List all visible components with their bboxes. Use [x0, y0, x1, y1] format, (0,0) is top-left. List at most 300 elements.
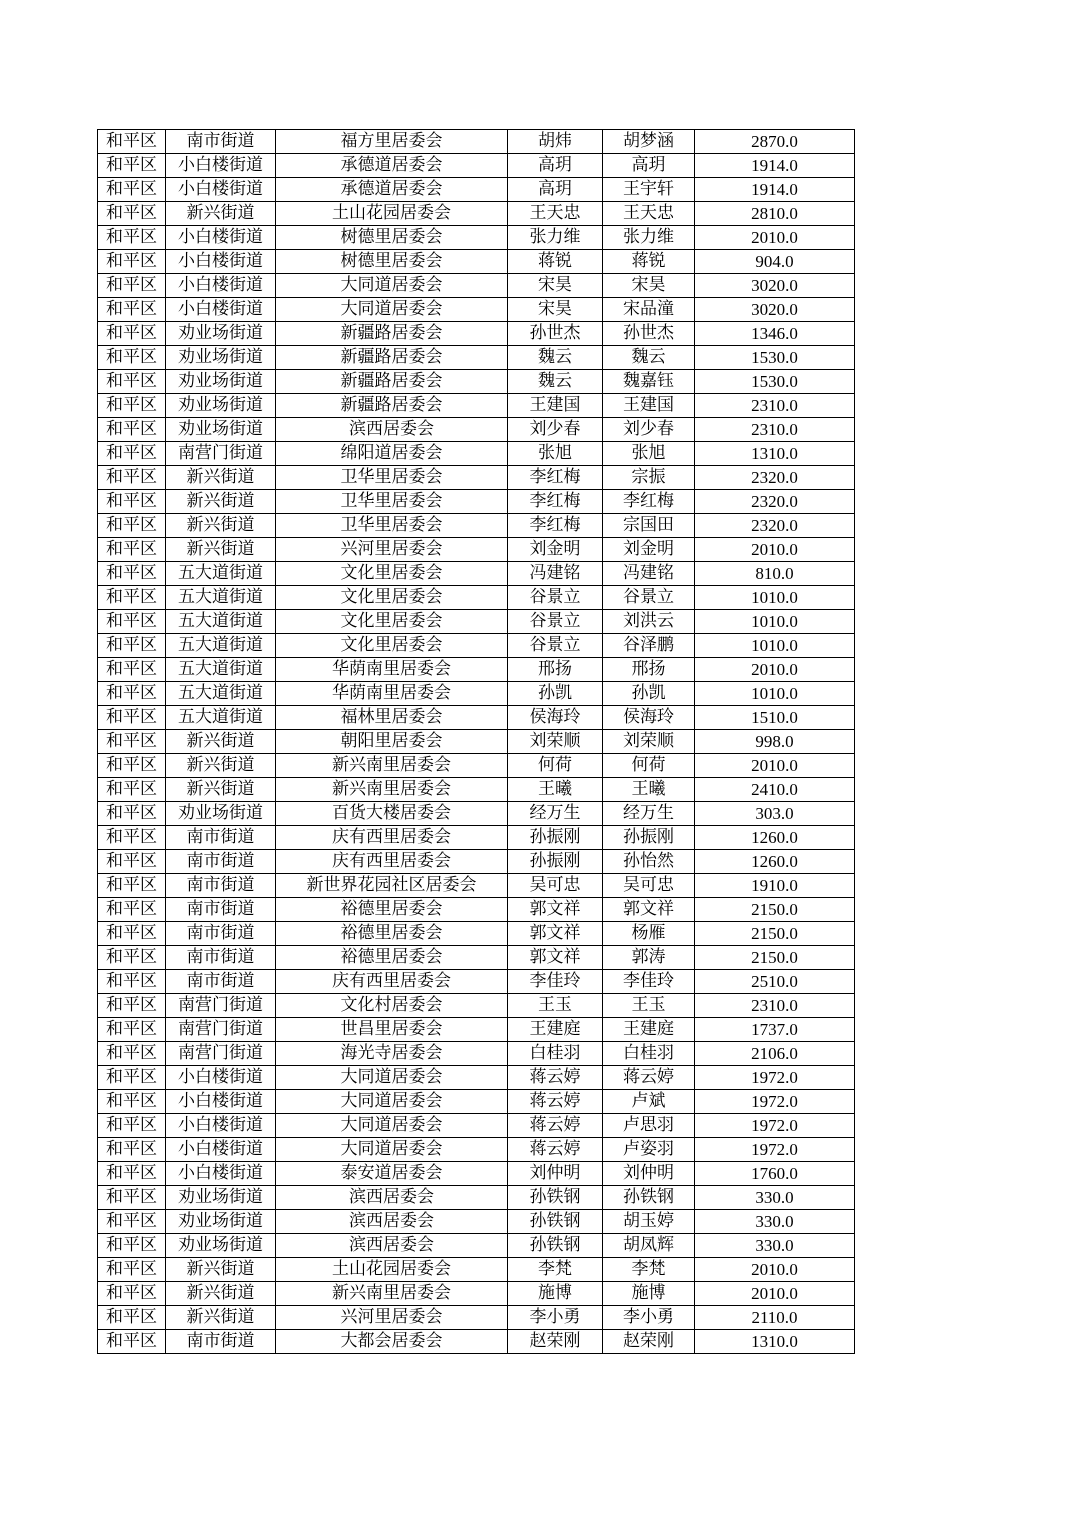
amount-cell: 2320.0	[695, 466, 855, 490]
committee-cell: 新兴南里居委会	[276, 778, 508, 802]
applicant-cell: 李小勇	[508, 1306, 603, 1330]
district-cell: 和平区	[98, 226, 166, 250]
district-cell: 和平区	[98, 658, 166, 682]
applicant-cell: 谷景立	[508, 586, 603, 610]
member-cell: 刘洪云	[603, 610, 695, 634]
district-cell: 和平区	[98, 1282, 166, 1306]
member-cell: 蒋云婷	[603, 1066, 695, 1090]
amount-cell: 2010.0	[695, 226, 855, 250]
street-cell: 南市街道	[166, 922, 276, 946]
committee-cell: 泰安道居委会	[276, 1162, 508, 1186]
district-cell: 和平区	[98, 1258, 166, 1282]
amount-cell: 1010.0	[695, 610, 855, 634]
street-cell: 南市街道	[166, 130, 276, 154]
amount-cell: 2010.0	[695, 1282, 855, 1306]
amount-cell: 904.0	[695, 250, 855, 274]
street-cell: 新兴街道	[166, 730, 276, 754]
street-cell: 南市街道	[166, 826, 276, 850]
member-cell: 宗国田	[603, 514, 695, 538]
committee-cell: 大同道居委会	[276, 274, 508, 298]
district-cell: 和平区	[98, 970, 166, 994]
amount-cell: 330.0	[695, 1210, 855, 1234]
member-cell: 宗振	[603, 466, 695, 490]
committee-cell: 绵阳道居委会	[276, 442, 508, 466]
table-row	[98, 1186, 855, 1210]
applicant-cell: 李佳玲	[508, 970, 603, 994]
member-cell: 孙怡然	[603, 850, 695, 874]
amount-cell: 2810.0	[695, 202, 855, 226]
committee-cell: 滨西居委会	[276, 418, 508, 442]
table-row	[98, 130, 855, 154]
table-row	[98, 970, 855, 994]
committee-cell: 树德里居委会	[276, 250, 508, 274]
committee-cell: 土山花园居委会	[276, 1258, 508, 1282]
committee-cell: 大同道居委会	[276, 1114, 508, 1138]
street-cell: 小白楼街道	[166, 1090, 276, 1114]
street-cell: 小白楼街道	[166, 1114, 276, 1138]
member-cell: 孙世杰	[603, 322, 695, 346]
table-row	[98, 514, 855, 538]
district-cell: 和平区	[98, 298, 166, 322]
table-row	[98, 346, 855, 370]
amount-cell: 810.0	[695, 562, 855, 586]
amount-cell: 1310.0	[695, 442, 855, 466]
table-row	[98, 1162, 855, 1186]
amount-cell: 330.0	[695, 1234, 855, 1258]
street-cell: 劝业场街道	[166, 394, 276, 418]
member-cell: 谷景立	[603, 586, 695, 610]
committee-cell: 大都会居委会	[276, 1330, 508, 1354]
district-cell: 和平区	[98, 730, 166, 754]
applicant-cell: 侯海玲	[508, 706, 603, 730]
member-cell: 刘金明	[603, 538, 695, 562]
table-row	[98, 1114, 855, 1138]
district-cell: 和平区	[98, 1330, 166, 1354]
applicant-cell: 李红梅	[508, 490, 603, 514]
street-cell: 五大道街道	[166, 610, 276, 634]
table-row	[98, 154, 855, 178]
table-row	[98, 946, 855, 970]
committee-cell: 大同道居委会	[276, 298, 508, 322]
committee-cell: 朝阳里居委会	[276, 730, 508, 754]
applicant-cell: 赵荣刚	[508, 1330, 603, 1354]
amount-cell: 1260.0	[695, 850, 855, 874]
amount-cell: 1260.0	[695, 826, 855, 850]
committee-cell: 新疆路居委会	[276, 370, 508, 394]
amount-cell: 303.0	[695, 802, 855, 826]
district-cell: 和平区	[98, 1042, 166, 1066]
amount-cell: 2010.0	[695, 538, 855, 562]
applicant-cell: 王建庭	[508, 1018, 603, 1042]
amount-cell: 2310.0	[695, 394, 855, 418]
member-cell: 王建庭	[603, 1018, 695, 1042]
district-cell: 和平区	[98, 394, 166, 418]
member-cell: 李佳玲	[603, 970, 695, 994]
applicant-cell: 蒋锐	[508, 250, 603, 274]
amount-cell: 1346.0	[695, 322, 855, 346]
district-cell: 和平区	[98, 250, 166, 274]
table-row	[98, 922, 855, 946]
applicant-cell: 王曦	[508, 778, 603, 802]
district-cell: 和平区	[98, 682, 166, 706]
committee-cell: 文化里居委会	[276, 634, 508, 658]
street-cell: 新兴街道	[166, 754, 276, 778]
district-cell: 和平区	[98, 442, 166, 466]
member-cell: 王玉	[603, 994, 695, 1018]
committee-cell: 新兴南里居委会	[276, 1282, 508, 1306]
district-cell: 和平区	[98, 178, 166, 202]
table-row	[98, 274, 855, 298]
district-cell: 和平区	[98, 802, 166, 826]
applicant-cell: 郭文祥	[508, 946, 603, 970]
applicant-cell: 白桂羽	[508, 1042, 603, 1066]
district-cell: 和平区	[98, 706, 166, 730]
table-row	[98, 658, 855, 682]
table-row	[98, 370, 855, 394]
applicant-cell: 宋昊	[508, 274, 603, 298]
street-cell: 小白楼街道	[166, 250, 276, 274]
committee-cell: 滨西居委会	[276, 1210, 508, 1234]
amount-cell: 2320.0	[695, 490, 855, 514]
street-cell: 五大道街道	[166, 682, 276, 706]
amount-cell: 1972.0	[695, 1090, 855, 1114]
street-cell: 五大道街道	[166, 562, 276, 586]
street-cell: 小白楼街道	[166, 1066, 276, 1090]
member-cell: 刘荣顺	[603, 730, 695, 754]
amount-cell: 1010.0	[695, 634, 855, 658]
street-cell: 南营门街道	[166, 1018, 276, 1042]
table-row	[98, 322, 855, 346]
applicant-cell: 孙铁钢	[508, 1234, 603, 1258]
member-cell: 孙铁钢	[603, 1186, 695, 1210]
committee-cell: 文化里居委会	[276, 586, 508, 610]
table-row	[98, 826, 855, 850]
district-cell: 和平区	[98, 490, 166, 514]
amount-cell: 2510.0	[695, 970, 855, 994]
committee-cell: 百货大楼居委会	[276, 802, 508, 826]
amount-cell: 3020.0	[695, 274, 855, 298]
committee-cell: 庆有西里居委会	[276, 970, 508, 994]
committee-cell: 新疆路居委会	[276, 346, 508, 370]
table-row	[98, 1066, 855, 1090]
applicant-cell: 蒋云婷	[508, 1114, 603, 1138]
street-cell: 劝业场街道	[166, 418, 276, 442]
table-row	[98, 394, 855, 418]
street-cell: 新兴街道	[166, 1258, 276, 1282]
committee-cell: 土山花园居委会	[276, 202, 508, 226]
street-cell: 新兴街道	[166, 1306, 276, 1330]
street-cell: 南营门街道	[166, 442, 276, 466]
table-row	[98, 634, 855, 658]
table-row	[98, 442, 855, 466]
member-cell: 郭涛	[603, 946, 695, 970]
member-cell: 刘少春	[603, 418, 695, 442]
applicant-cell: 刘少春	[508, 418, 603, 442]
district-cell: 和平区	[98, 850, 166, 874]
street-cell: 五大道街道	[166, 658, 276, 682]
applicant-cell: 孙振刚	[508, 850, 603, 874]
street-cell: 新兴街道	[166, 490, 276, 514]
amount-cell: 1910.0	[695, 874, 855, 898]
applicant-cell: 郭文祥	[508, 922, 603, 946]
amount-cell: 2010.0	[695, 1258, 855, 1282]
member-cell: 冯建铭	[603, 562, 695, 586]
applicant-cell: 谷景立	[508, 634, 603, 658]
member-cell: 孙振刚	[603, 826, 695, 850]
member-cell: 魏嘉钰	[603, 370, 695, 394]
street-cell: 新兴街道	[166, 466, 276, 490]
applicant-cell: 魏云	[508, 346, 603, 370]
applicant-cell: 张力维	[508, 226, 603, 250]
applicant-cell: 刘荣顺	[508, 730, 603, 754]
member-cell: 刘仲明	[603, 1162, 695, 1186]
table-row	[98, 298, 855, 322]
table-row	[98, 1330, 855, 1354]
committee-cell: 新疆路居委会	[276, 322, 508, 346]
member-cell: 李红梅	[603, 490, 695, 514]
applicant-cell: 施博	[508, 1282, 603, 1306]
applicant-cell: 孙振刚	[508, 826, 603, 850]
table-row	[98, 802, 855, 826]
district-cell: 和平区	[98, 826, 166, 850]
district-cell: 和平区	[98, 130, 166, 154]
amount-cell: 1310.0	[695, 1330, 855, 1354]
amount-cell: 1530.0	[695, 370, 855, 394]
committee-cell: 大同道居委会	[276, 1066, 508, 1090]
applicant-cell: 李红梅	[508, 466, 603, 490]
amount-cell: 2010.0	[695, 658, 855, 682]
street-cell: 小白楼街道	[166, 298, 276, 322]
amount-cell: 1530.0	[695, 346, 855, 370]
district-cell: 和平区	[98, 202, 166, 226]
committee-cell: 卫华里居委会	[276, 466, 508, 490]
committee-cell: 福方里居委会	[276, 130, 508, 154]
street-cell: 南市街道	[166, 946, 276, 970]
member-cell: 胡玉婷	[603, 1210, 695, 1234]
committee-cell: 世昌里居委会	[276, 1018, 508, 1042]
street-cell: 劝业场街道	[166, 370, 276, 394]
committee-cell: 裕德里居委会	[276, 898, 508, 922]
street-cell: 新兴街道	[166, 778, 276, 802]
street-cell: 劝业场街道	[166, 1210, 276, 1234]
member-cell: 赵荣刚	[603, 1330, 695, 1354]
applicant-cell: 邢扬	[508, 658, 603, 682]
member-cell: 卢思羽	[603, 1114, 695, 1138]
table-row	[98, 466, 855, 490]
committee-cell: 卫华里居委会	[276, 490, 508, 514]
district-cell: 和平区	[98, 1090, 166, 1114]
applicant-cell: 刘金明	[508, 538, 603, 562]
table-row	[98, 178, 855, 202]
table-row	[98, 1282, 855, 1306]
street-cell: 小白楼街道	[166, 1138, 276, 1162]
applicant-cell: 魏云	[508, 370, 603, 394]
district-cell: 和平区	[98, 418, 166, 442]
member-cell: 经万生	[603, 802, 695, 826]
district-cell: 和平区	[98, 466, 166, 490]
district-cell: 和平区	[98, 754, 166, 778]
applicant-cell: 孙凯	[508, 682, 603, 706]
committee-cell: 裕德里居委会	[276, 946, 508, 970]
applicant-cell: 王玉	[508, 994, 603, 1018]
committee-cell: 庆有西里居委会	[276, 850, 508, 874]
committee-cell: 卫华里居委会	[276, 514, 508, 538]
district-cell: 和平区	[98, 922, 166, 946]
applicant-cell: 宋昊	[508, 298, 603, 322]
member-cell: 卢姿羽	[603, 1138, 695, 1162]
district-cell: 和平区	[98, 370, 166, 394]
member-cell: 郭文祥	[603, 898, 695, 922]
member-cell: 白桂羽	[603, 1042, 695, 1066]
street-cell: 新兴街道	[166, 1282, 276, 1306]
street-cell: 南市街道	[166, 874, 276, 898]
table-row	[98, 562, 855, 586]
district-cell: 和平区	[98, 898, 166, 922]
district-cell: 和平区	[98, 1162, 166, 1186]
member-cell: 蒋锐	[603, 250, 695, 274]
member-cell: 王天忠	[603, 202, 695, 226]
district-cell: 和平区	[98, 1210, 166, 1234]
committee-cell: 福林里居委会	[276, 706, 508, 730]
district-cell: 和平区	[98, 634, 166, 658]
applicant-cell: 郭文祥	[508, 898, 603, 922]
amount-cell: 2106.0	[695, 1042, 855, 1066]
district-cell: 和平区	[98, 562, 166, 586]
member-cell: 王建国	[603, 394, 695, 418]
committee-cell: 文化里居委会	[276, 610, 508, 634]
table-body	[98, 130, 855, 1354]
street-cell: 新兴街道	[166, 514, 276, 538]
member-cell: 李小勇	[603, 1306, 695, 1330]
member-cell: 何荷	[603, 754, 695, 778]
table-row	[98, 898, 855, 922]
committee-cell: 兴河里居委会	[276, 538, 508, 562]
street-cell: 五大道街道	[166, 706, 276, 730]
applicant-cell: 李梵	[508, 1258, 603, 1282]
member-cell: 李梵	[603, 1258, 695, 1282]
committee-cell: 大同道居委会	[276, 1090, 508, 1114]
committee-cell: 树德里居委会	[276, 226, 508, 250]
table-row	[98, 1306, 855, 1330]
district-cell: 和平区	[98, 1186, 166, 1210]
committee-cell: 兴河里居委会	[276, 1306, 508, 1330]
member-cell: 施博	[603, 1282, 695, 1306]
committee-cell: 华荫南里居委会	[276, 658, 508, 682]
applicant-cell: 蒋云婷	[508, 1066, 603, 1090]
member-cell: 张旭	[603, 442, 695, 466]
applicant-cell: 刘仲明	[508, 1162, 603, 1186]
committee-cell: 承德道居委会	[276, 154, 508, 178]
table-row	[98, 730, 855, 754]
member-cell: 魏云	[603, 346, 695, 370]
applicant-cell: 王建国	[508, 394, 603, 418]
table-row	[98, 418, 855, 442]
street-cell: 南市街道	[166, 898, 276, 922]
table-row	[98, 1018, 855, 1042]
district-cell: 和平区	[98, 946, 166, 970]
applicant-cell: 张旭	[508, 442, 603, 466]
member-cell: 胡凤辉	[603, 1234, 695, 1258]
member-cell: 宋品潼	[603, 298, 695, 322]
district-cell: 和平区	[98, 274, 166, 298]
member-cell: 邢扬	[603, 658, 695, 682]
applicant-cell: 冯建铭	[508, 562, 603, 586]
district-cell: 和平区	[98, 514, 166, 538]
street-cell: 劝业场街道	[166, 1186, 276, 1210]
district-cell: 和平区	[98, 1018, 166, 1042]
amount-cell: 1972.0	[695, 1138, 855, 1162]
committee-cell: 新世界花园社区居委会	[276, 874, 508, 898]
district-cell: 和平区	[98, 1114, 166, 1138]
committee-cell: 华荫南里居委会	[276, 682, 508, 706]
applicant-cell: 吴可忠	[508, 874, 603, 898]
applicant-cell: 高玥	[508, 178, 603, 202]
applicant-cell: 胡炜	[508, 130, 603, 154]
district-cell: 和平区	[98, 874, 166, 898]
street-cell: 新兴街道	[166, 538, 276, 562]
table-row	[98, 778, 855, 802]
district-cell: 和平区	[98, 586, 166, 610]
street-cell: 小白楼街道	[166, 1162, 276, 1186]
committee-cell: 大同道居委会	[276, 1138, 508, 1162]
amount-cell: 2310.0	[695, 418, 855, 442]
applicant-cell: 李红梅	[508, 514, 603, 538]
amount-cell: 2150.0	[695, 922, 855, 946]
table-row	[98, 1210, 855, 1234]
district-cell: 和平区	[98, 538, 166, 562]
applicant-cell: 经万生	[508, 802, 603, 826]
district-cell: 和平区	[98, 1306, 166, 1330]
table-row	[98, 1138, 855, 1162]
street-cell: 小白楼街道	[166, 274, 276, 298]
table-row	[98, 226, 855, 250]
street-cell: 南营门街道	[166, 994, 276, 1018]
district-cell: 和平区	[98, 322, 166, 346]
table-row	[98, 610, 855, 634]
amount-cell: 2010.0	[695, 754, 855, 778]
applicant-cell: 谷景立	[508, 610, 603, 634]
committee-cell: 文化村居委会	[276, 994, 508, 1018]
applicant-cell: 蒋云婷	[508, 1138, 603, 1162]
district-cell: 和平区	[98, 1066, 166, 1090]
street-cell: 五大道街道	[166, 586, 276, 610]
amount-cell: 1510.0	[695, 706, 855, 730]
street-cell: 南市街道	[166, 1330, 276, 1354]
street-cell: 南市街道	[166, 970, 276, 994]
table-row	[98, 250, 855, 274]
table-row	[98, 994, 855, 1018]
street-cell: 五大道街道	[166, 634, 276, 658]
street-cell: 小白楼街道	[166, 178, 276, 202]
amount-cell: 2870.0	[695, 130, 855, 154]
street-cell: 劝业场街道	[166, 1234, 276, 1258]
applicant-cell: 孙世杰	[508, 322, 603, 346]
table-row	[98, 1090, 855, 1114]
district-cell: 和平区	[98, 1234, 166, 1258]
table-row	[98, 1258, 855, 1282]
committee-cell: 海光寺居委会	[276, 1042, 508, 1066]
applicant-cell: 高玥	[508, 154, 603, 178]
data-table	[97, 129, 855, 1354]
member-cell: 张力维	[603, 226, 695, 250]
table-row	[98, 874, 855, 898]
table-row	[98, 706, 855, 730]
member-cell: 胡梦涵	[603, 130, 695, 154]
amount-cell: 1914.0	[695, 154, 855, 178]
member-cell: 宋昊	[603, 274, 695, 298]
applicant-cell: 何荷	[508, 754, 603, 778]
amount-cell: 998.0	[695, 730, 855, 754]
